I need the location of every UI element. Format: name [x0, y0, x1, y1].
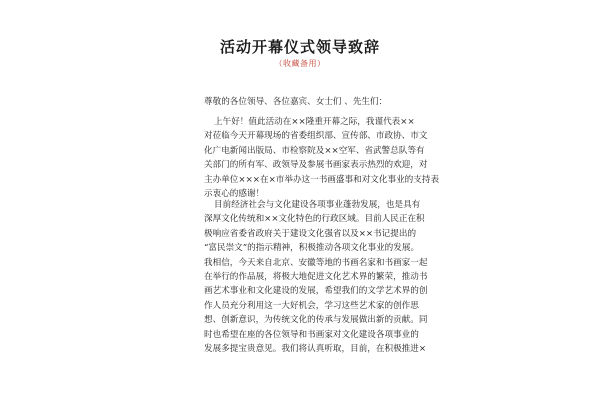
paragraph-line: 画艺术事业和文化建设的发展，希望我们的文学艺术界的创: [204, 286, 428, 297]
paragraph-line: “富民崇文”的指示精神，积极推动各项文化事业的发展。: [204, 243, 420, 254]
paragraph-line: 极响应省委省政府关于建设文化强省以及××书记提出的: [204, 228, 417, 239]
paragraph-1: [204, 115, 440, 201]
paragraph-line: 目前经济社会与文化建设各项事业蓬勃发展，也是具有: [214, 200, 421, 210]
paragraph-2: [204, 198, 428, 356]
salutation: 尊敬的各位领导、各位嘉宾、女士们 、先生们：: [204, 97, 388, 107]
paragraph-line: 示衷心的感谢！: [204, 188, 265, 199]
paragraph-line: 发展多提宝贵意见。我们将认真听取，目前，在积极推进×: [204, 343, 427, 354]
document-title: 活动开幕仪式领导致辞: [219, 38, 380, 56]
paragraph-line: 深厚文化传统和××文化特色的行政区域。目前人民正在积: [204, 214, 425, 225]
paragraph-line: 上午好！值此活动在××隆重开幕之际，我谨代表××: [214, 117, 415, 127]
paragraph-line: 在举行的作品展，将极大地促进文化艺术界的繁荣，推动书: [204, 271, 428, 282]
paragraph-line: 时也希望在座的各位领导和书画家对文化建设各项事业的: [204, 329, 419, 340]
paragraph-line: 关部门的所有军、政领导及参展书画家表示热烈的欢迎，对: [204, 160, 428, 171]
paragraph-line: 对莅临今天开幕现场的省委组织部、宣传部、市政协、市文: [204, 131, 428, 142]
paragraph-line: 化广电新闻出版局、市检察院及××空军、省武警总队等有: [204, 145, 425, 156]
paragraph-line: 我相信，今天来自北京、安徽等地的书画名家和书画家一起: [204, 257, 428, 268]
paragraph-line: 想、创新意识，为传统文化的传承与发展做出新的贡献。同: [204, 315, 428, 326]
paragraph-line: 主办单位×××在×市举办这一书画盛事和对文化事业的支持表: [204, 174, 440, 185]
document-subtitle: （收藏备用）: [274, 59, 326, 68]
paragraph-line: 作人员充分利用这一大好机会，学习这些艺术家的创作思: [204, 300, 419, 311]
